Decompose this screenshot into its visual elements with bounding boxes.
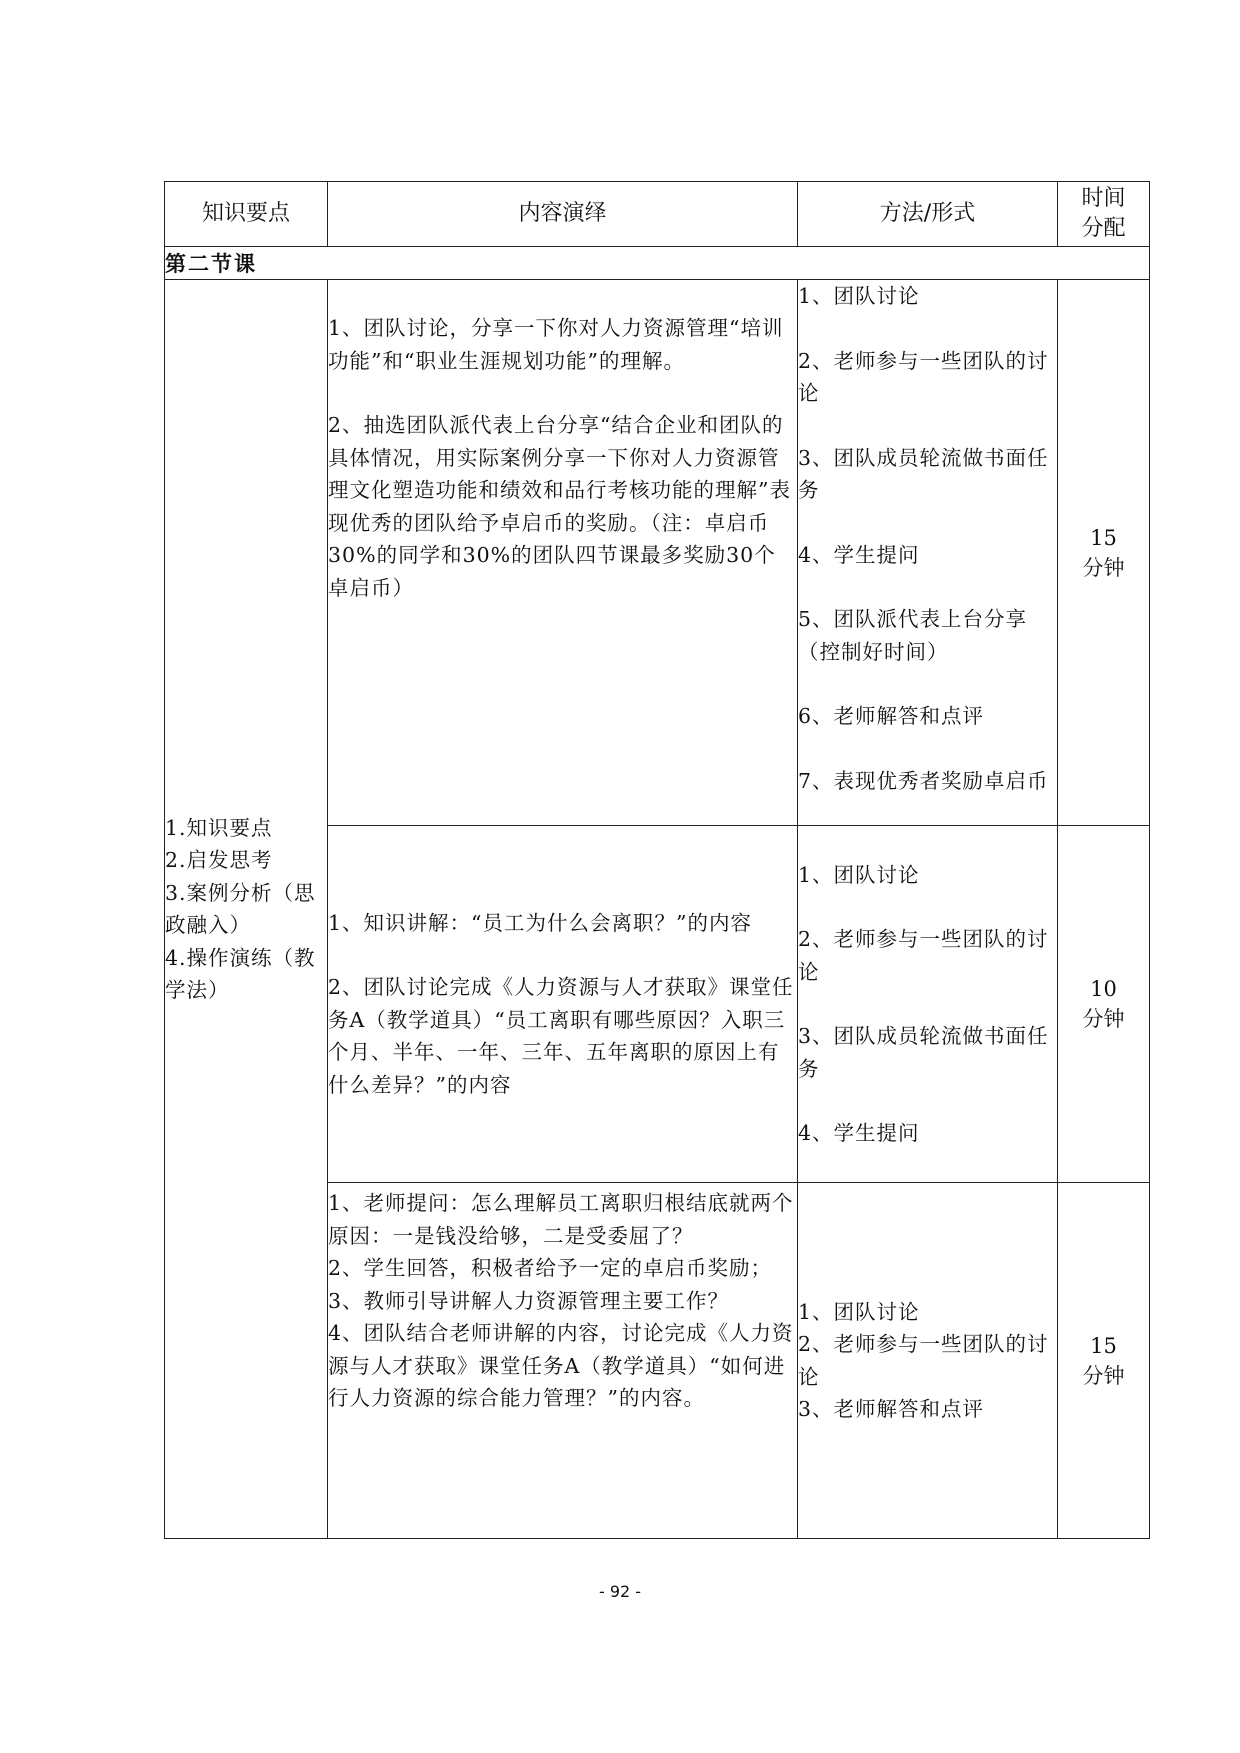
content-cell	[328, 1183, 798, 1539]
time-cell	[1058, 826, 1150, 1183]
method-cell	[798, 1183, 1058, 1539]
knowledge-point: 3.案例分析（思政融入）	[165, 880, 316, 937]
method-item: 2、老师参与一些团队的讨论	[798, 927, 1049, 984]
content-paragraph: 1、知识讲解：“员工为什么会离职？”的内容	[328, 910, 753, 935]
time-cell	[1058, 280, 1150, 826]
method-item: 1、团队讨论	[798, 284, 920, 308]
header-knowledge-points: 知识要点	[165, 182, 328, 247]
method-item: 1、团队讨论	[798, 862, 920, 887]
time-value: 15	[1090, 1333, 1117, 1358]
content-paragraph: 1、团队讨论，分享一下你对人力资源管理“培训功能”和“职业生涯规划功能”的理解。	[328, 316, 784, 373]
header-time-line2: 分配	[1081, 216, 1126, 241]
method-item: 6、老师解答和点评	[798, 704, 985, 728]
time-value: 15	[1090, 525, 1117, 550]
table-header-row	[165, 182, 1150, 247]
knowledge-point: 4.操作演练（教学法）	[165, 945, 316, 1002]
section-title: 第二节课	[165, 247, 1150, 280]
method-item: 3、团队成员轮流做书面任务	[798, 1024, 1049, 1081]
time-unit: 分钟	[1082, 1363, 1125, 1388]
content-paragraph: 4、团队结合老师讲解的内容，讨论完成《人力资源与人才获取》课堂任务A（教学道具）“如何进行人力资源的综合能力管理？”的内容。	[328, 1321, 794, 1410]
method-item: 5、团队派代表上台分享（控制好时间）	[798, 607, 1028, 664]
knowledge-point: 1.知识要点	[165, 815, 273, 840]
method-item: 4、学生提问	[798, 1121, 920, 1145]
content-paragraph: 2、抽选团队派代表上台分享“结合企业和团队的具体情况，用实际案例分享一下你对人力资源管理文化塑造功能和绩效和品行考核功能的理解”表现优秀的团队给予卓启币的奖励。（注：卓启币30%的同学和30%的团队四节课最多奖励30个卓启币）	[328, 413, 791, 600]
method-item: 3、老师解答和点评	[798, 1397, 985, 1421]
time-cell	[1058, 1183, 1150, 1539]
header-content: 内容演绎	[328, 182, 798, 247]
knowledge-points-cell	[165, 280, 328, 1539]
time-value: 10	[1090, 977, 1117, 1001]
method-item: 7、表现优秀者奖励卓启币	[798, 768, 1049, 793]
method-item: 2、老师参与一些团队的讨论	[798, 348, 1049, 405]
content-paragraph: 2、团队讨论完成《人力资源与人才获取》课堂任务A（教学道具）“员工离职有哪些原因？入职三个月、半年、一年、三年、五年离职的原因上有什么差异？”的内容	[328, 975, 794, 1097]
method-cell	[798, 826, 1058, 1183]
header-time	[1058, 182, 1150, 247]
header-method: 方法/形式	[798, 182, 1058, 247]
content-cell	[328, 826, 798, 1183]
time-unit: 分钟	[1082, 1007, 1125, 1031]
method-cell	[798, 280, 1058, 826]
section-row	[165, 247, 1150, 280]
method-item: 3、团队成员轮流做书面任务	[798, 445, 1049, 502]
content-paragraph: 2、学生回答，积极者给予一定的卓启币奖励；	[328, 1256, 773, 1280]
page-number: - 92 -	[598, 1582, 642, 1601]
header-time-line1: 时间	[1081, 186, 1126, 211]
method-item: 2、老师参与一些团队的讨论	[798, 1332, 1049, 1389]
content-paragraph: 1、老师提问：怎么理解员工离职归根结底就两个原因：一是钱没给够，二是受委屈了？	[328, 1191, 794, 1248]
method-item: 1、团队讨论	[798, 1299, 920, 1324]
content-cell	[328, 280, 798, 826]
method-item: 4、学生提问	[798, 542, 920, 567]
content-paragraph: 3、教师引导讲解人力资源管理主要工作？	[328, 1288, 730, 1313]
lesson-plan-table	[164, 181, 1150, 1539]
time-unit: 分钟	[1082, 555, 1125, 580]
table-row	[165, 280, 1150, 826]
knowledge-point: 2.启发思考	[165, 848, 273, 872]
